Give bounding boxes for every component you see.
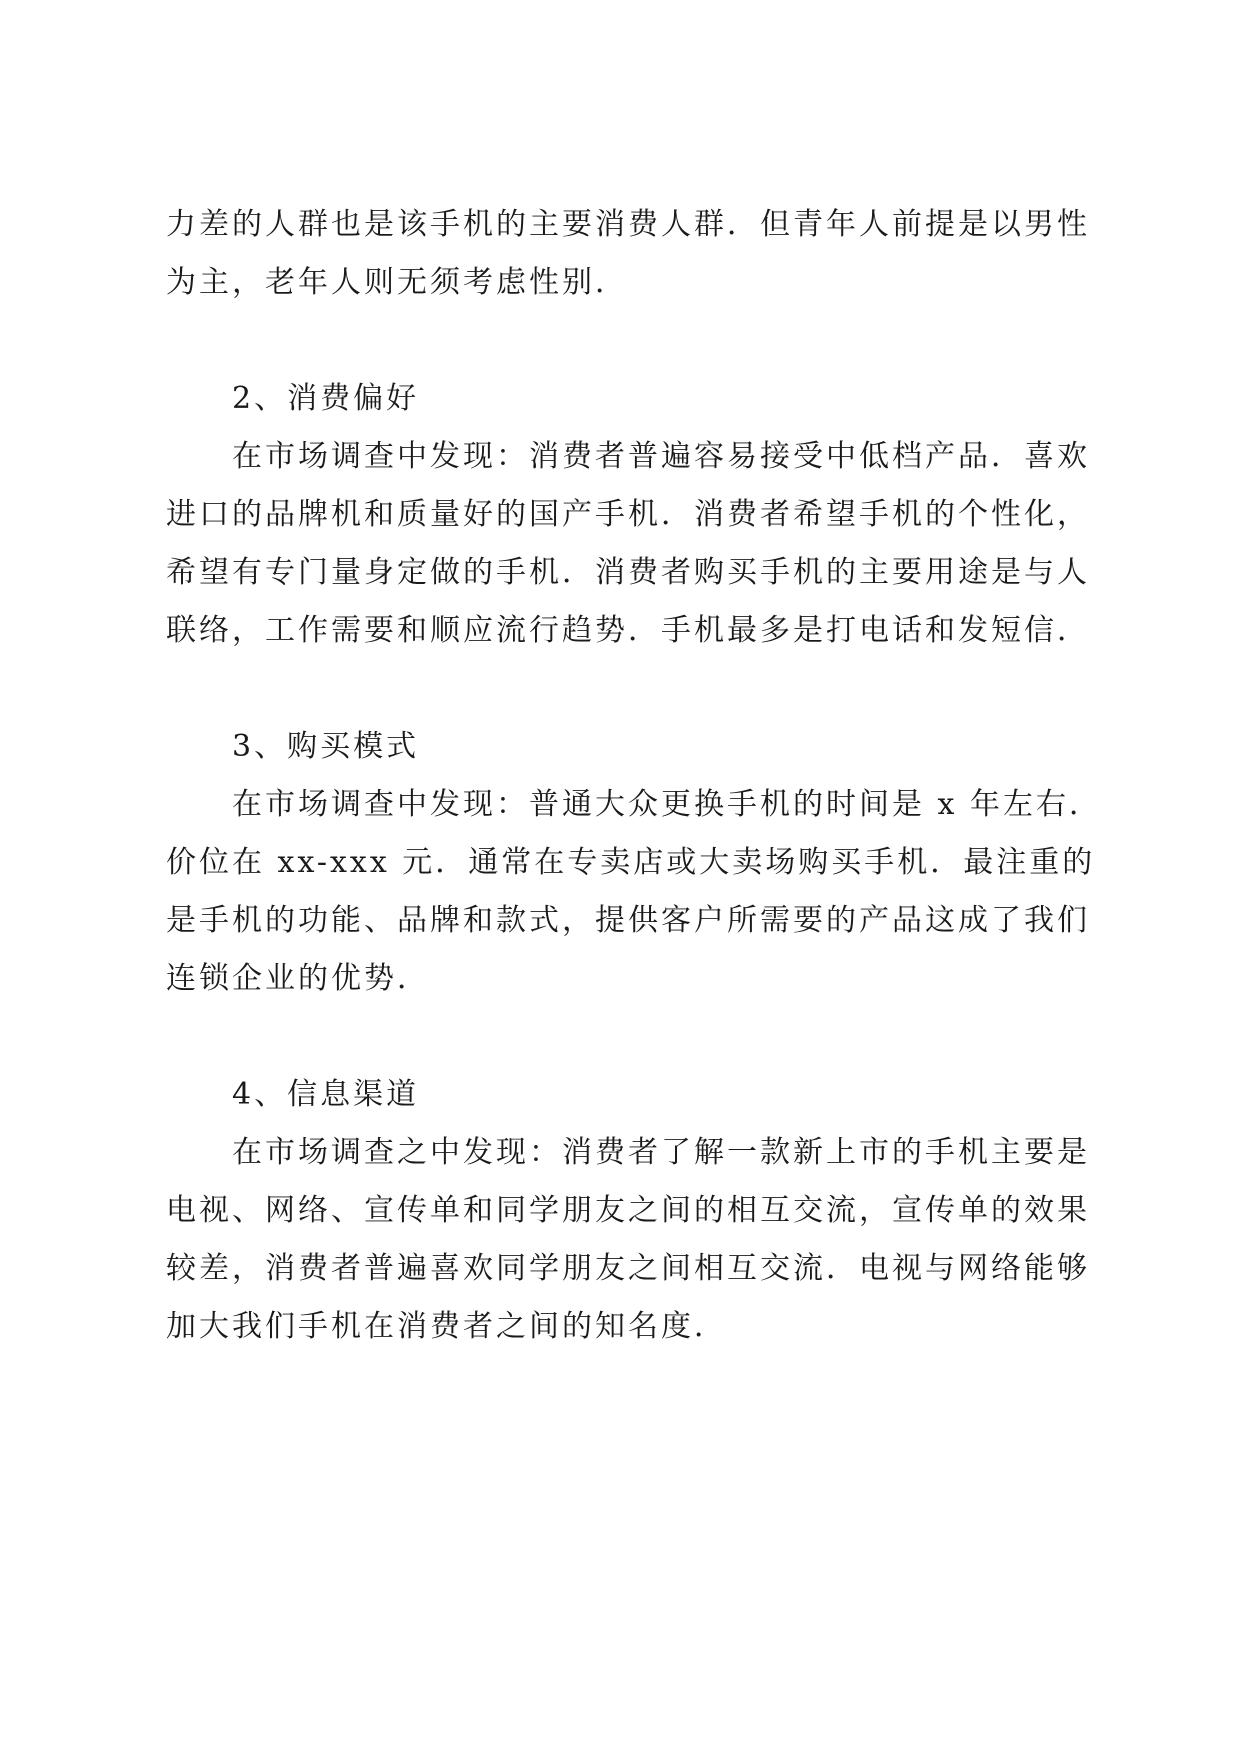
section-heading: 4、信息渠道 <box>232 1077 420 1112</box>
text-line: 在市场调查中发现：消费者普遍容易接受中低档产品．喜欢 <box>232 439 1090 474</box>
text-line: 电视、网络、宣传单和同学朋友之间的相互交流，宣传单的效果 <box>166 1193 1090 1228</box>
text-line: 联络，工作需要和顺应流行趋势．手机最多是打电话和发短信． <box>166 613 1090 648</box>
text-line: 为主，老年人则无须考虑性别． <box>166 265 628 300</box>
text-line: 是手机的功能、品牌和款式，提供客户所需要的产品这成了我们 <box>166 903 1090 938</box>
text-line: 进口的品牌机和质量好的国产手机．消费者希望手机的个性化， <box>166 497 1090 532</box>
text-line: 力差的人群也是该手机的主要消费人群．但青年人前提是以男性 <box>166 207 1090 242</box>
text-line: 连锁企业的优势． <box>166 961 430 996</box>
section-heading: 3、购买模式 <box>232 729 420 764</box>
section-heading: 2、消费偏好 <box>232 381 420 416</box>
paragraph-continuation <box>166 196 1096 312</box>
section-purchase-mode <box>166 718 1102 1008</box>
text-line: 价位在 xx-xxx 元．通常在专卖店或大卖场购买手机．最注重的 <box>166 845 1096 880</box>
text-line: 在市场调查中发现：普通大众更换手机的时间是 x 年左右． <box>232 787 1102 822</box>
text-line: 在市场调查之中发现：消费者了解一款新上市的手机主要是 <box>232 1135 1090 1170</box>
section-consumer-preference <box>166 370 1096 660</box>
section-information-channel <box>166 1066 1096 1356</box>
text-line: 较差，消费者普遍喜欢同学朋友之间相互交流．电视与网络能够 <box>166 1251 1090 1286</box>
text-line: 希望有专门量身定做的手机．消费者购买手机的主要用途是与人 <box>166 555 1090 590</box>
text-line: 加大我们手机在消费者之间的知名度． <box>166 1309 727 1344</box>
